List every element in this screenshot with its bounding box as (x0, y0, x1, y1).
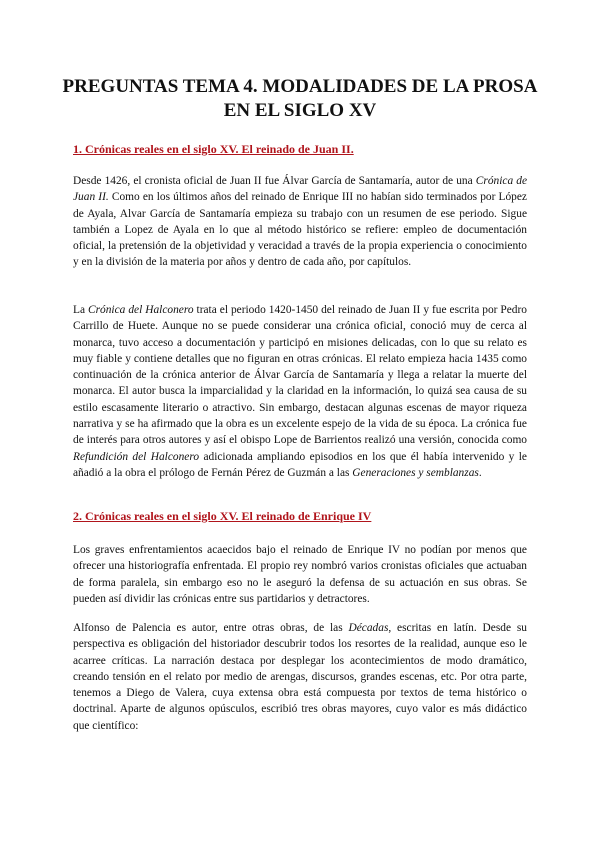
work-title: Décadas (348, 622, 389, 634)
paragraph-santamaria (73, 173, 527, 271)
paragraph-text: Como en los últimos años del reinado de Enrique III no habían sido terminados por López de Ayala, Alvar García de Santamaría empieza su trabajo con un resumen de ese periodo. Sigue también a Lopez de Ayala en lo que al método histórico se refiere: empleo de documentación oficial, la pretensión de la objetividad y veracidad a través de la propia experiencia o conocimiento y en la división de la materia por años y dentro de cada año, por capítulos. (73, 191, 527, 269)
work-title: Crónica del Halconero (88, 304, 194, 316)
paragraph-text: La (73, 304, 89, 316)
section-heading-juan-ii: 1. Crónicas reales en el siglo XV. El reinado de Juan II. (73, 142, 354, 156)
work-title: Generaciones y semblanzas (352, 466, 479, 479)
paragraph-halconero (73, 302, 527, 481)
paragraph-text: , escritas en latín. Desde su perspectiva es obligación del historiador descubrir todos los resortes de la realidad, aunque eso le acarree críticas. La narración destaca por desplegar los acontecimientos de modo dramático, creando tensión en el relato por medio de arengas, discursos, grandes escenas, etc. Por otra parte, tenemos a Diego de Valera, cuya extensa obra está compuesta por textos de tema histórico o doctrinal. Aparte de algunos opúsculos, escribió tres obras mayores, cuyo valor es más didáctico que científico: (73, 622, 527, 732)
paragraph-palencia (73, 620, 527, 734)
paragraph-text: trata el periodo 1420-1450 del reinado de Juan II y fue escrita por Pedro Carrillo de Huete. Aunque no se puede considerar una crónica oficial, conoció muy de cerca al monarca, tuvo acceso a documentación y participó en misiones delicadas, con lo que su relato es muy fiable y contiene detalles que no figuran en otras crónicas. El relato empieza hacia 1435 como continuación de la crónica anterior de Álvar García de Santamaría y llega a relatar la muerte del monarca. El autor busca la imparcialidad y la claridad en la información, lo quizá sea causa de su estilo escasamente literario o atractivo. Sin embargo, destacan algunas escenas de mayor riqueza narrativa y se ha afirmado que la obra es un excelente espejo de la vida de su época. La crónica fue de interés para otros autores y así el obispo Lope de Barrientos realizó una versión, conocida como (73, 304, 527, 447)
section-heading-enrique-iv: 2. Crónicas reales en el siglo XV. El reinado de Enrique IV (73, 509, 372, 523)
paragraph-text: . (478, 466, 482, 479)
work-title: Refundición del Halconero (73, 450, 200, 463)
document-title: PREGUNTAS TEMA 4. MODALIDADES DE LA PROSA EN EL SIGLO XV (62, 76, 538, 121)
paragraph-text: Alfonso de Palencia es autor, entre otras obras, de las (73, 622, 349, 634)
paragraph-text: adicionada ampliando episodios en los que él había intervenido y le añadió a la obra el prólogo de Fernán Pérez de Guzmán a las (73, 450, 527, 479)
paragraph-text: Los graves enfrentamientos acaecidos bajo el reinado de Enrique IV no podían por menos que ofrecer una historiografía enfrentada. El propio rey nombró varios cronistas oficiales que actuaban de forma paralela, sin embargo eso no le aseguró la defensa de su actuación en sus obras. Se pueden así dividir las crónicas entre sus partidarios y detractores. (73, 544, 527, 605)
paragraph-enfrentamientos (73, 542, 527, 607)
work-title: Crónica de Juan II. (73, 175, 527, 204)
paragraph-text: Desde 1426, el cronista oficial de Juan II fue Álvar García de Santamaría, autor de una (73, 175, 476, 187)
